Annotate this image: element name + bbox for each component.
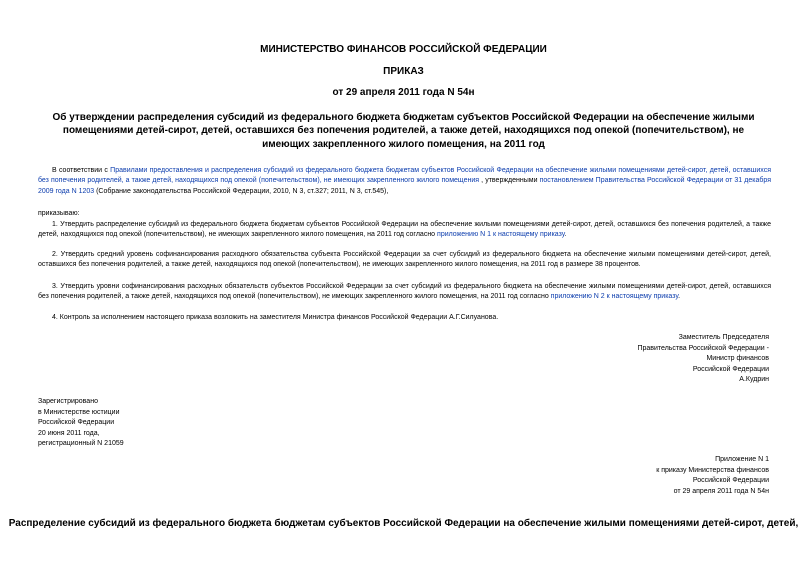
- item-1-paragraph: [38, 220, 771, 241]
- doc-date-number: от 29 апреля 2011 года N 54н: [332, 87, 475, 98]
- item-1-end: .: [564, 231, 567, 239]
- item-4-paragraph: [38, 313, 771, 323]
- appendix-2-link[interactable]: приложению N 2 к настоящему приказу: [550, 293, 679, 301]
- preamble-text-3: (Собрание законодательства Российской Федерации, 2010, N 3, ст.327; 2011, N 3, ст.545),: [94, 187, 389, 195]
- appendix-title: Распределение субсидий из федерального бюджета бюджетам субъектов Российской Федерации на обеспечение жилыми помещениями детей-сирот, детей,: [8, 518, 799, 529]
- signature-line: Правительства Российской Федерации -: [637, 344, 769, 352]
- item-3-paragraph: [38, 282, 771, 303]
- registration-line: в Министерстве юстиции: [38, 408, 120, 416]
- item-1-text: 1. Утвердить распределение субсидий из федерального бюджета бюджетам субъектов Российской Федерации на обеспечение жилыми помещениями детей-сирот, детей, оставшихся без попечения родителей, а также детей, находящихся под опекой (попечительством), не имеющих закрепленного жилого помещения, на 2011 год согласно: [38, 221, 771, 239]
- order-word: приказываю:: [38, 210, 80, 217]
- item-2-text: 2. Утвердить средний уровень софинансирования расходного обязательства субъекта Российской Федерации за счет субсидий из федерального бюджета на обеспечение жилыми помещениями детей-сирот, детей, оставшихся без попечения родителей, а также детей, находящихся под опекой (попечительством), не имеющих закрепленного жилого помещения, на 2011 год в размере 38 процентов.: [38, 251, 771, 269]
- appendix-line: от 29 апреля 2011 года N 54н: [673, 487, 769, 495]
- appendix-line: Российской Федерации: [692, 477, 769, 485]
- doc-type: ПРИКАЗ: [383, 66, 424, 77]
- appendix-1-link[interactable]: приложению N 1 к настоящему приказу: [437, 231, 565, 239]
- appendix-header-block: [656, 455, 769, 497]
- registration-block: [38, 397, 124, 450]
- preamble-text-1: В соответствии с: [52, 167, 111, 174]
- signature-line: Российской Федерации: [692, 365, 769, 373]
- signature-line: Министр финансов: [706, 355, 769, 363]
- appendix-line: Приложение N 1: [715, 456, 769, 463]
- government-decree-link[interactable]: постановлением Правительства Российской Федерации от 31 декабря 2009 года N 1203: [38, 177, 771, 195]
- signature-line: Заместитель Председателя: [678, 334, 769, 341]
- rules-link[interactable]: Правилами предоставления и распределения субсидий из федерального бюджета бюджетам субъектов Российской Федерации на обеспечение жилыми помещениями детей-сирот, детей, оставшихся без попечения родителей, а также детей, находящихся под опекой (попечительством), не имеющих закрепленного жилого помещения: [38, 167, 772, 185]
- ministry-header: МИНИСТЕРСТВО ФИНАНСОВ РОССИЙСКОЙ ФЕДЕРАЦИИ: [260, 44, 547, 55]
- item-3-text: 3. Утвердить уровни софинансирования расходных обязательств субъектов Российской Федерации за счет субсидий из федерального бюджета на обеспечение жилыми помещениями детей-сирот, детей, оставшихся без попечения родителей, а также детей, находящихся под опекой (попечительством), не имеющих закрепленного жилого помещения, на 2011 год согласно: [38, 283, 771, 301]
- registration-line: Зарегистрировано: [38, 398, 98, 405]
- registration-line: 20 июня 2011 года,: [38, 429, 100, 437]
- item-3-end: .: [678, 293, 681, 301]
- preamble-paragraph: [38, 166, 771, 197]
- registration-line: регистрационный N 21059: [38, 440, 124, 448]
- registration-line: Российской Федерации: [38, 419, 115, 427]
- appendix-line: к приказу Министерства финансов: [656, 466, 769, 474]
- item-4-text: 4. Контроль за исполнением настоящего приказа возложить на заместителя Министра финансов Российской Федерации А.Г.Силуанова.: [52, 314, 499, 321]
- signature-line: А.Кудрин: [739, 376, 769, 384]
- signature-block: [637, 333, 769, 386]
- item-2-paragraph: [38, 250, 771, 271]
- preamble-text-2: , утвержденными: [479, 177, 540, 185]
- document-title: Об утверждении распределения субсидий из федерального бюджета бюджетам субъектов Российской Федерации на обеспечение жилыми помещениями детей-сирот, детей, оставшихся без попечения родителей, а также детей, находящихся под опекой (попечительством), не имеющих закрепленного жилого помещения, на 2011 год: [52, 112, 755, 150]
